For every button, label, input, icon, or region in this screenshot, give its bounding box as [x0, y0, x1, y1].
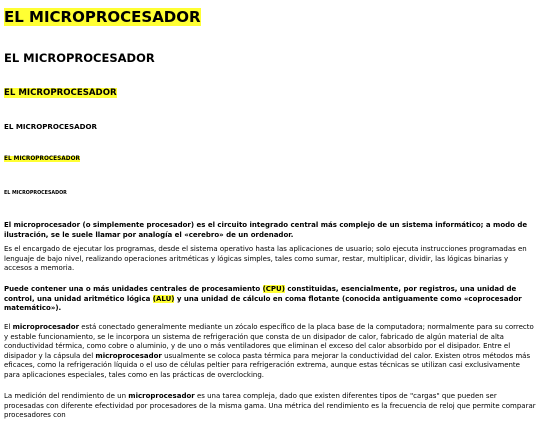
heading-1-text: EL MICROPROCESADOR [4, 8, 201, 26]
units-text-1: Puede contener una o más unidades centrales de procesamiento [4, 285, 263, 293]
performance-term: microprocesador [128, 392, 195, 400]
cooling-text-3: usualmente se coloca pasta térmica para mejorar la conductividad del calor. Existen otros métodos más eficaces, como la refrigeración líquida o el uso de células peltier para refrigeración extrema, aunque estas técnicas se utilizan casi exclusivamente para aplicaciones especiales, tales como en las prácticas de overclocking. [4, 351, 531, 379]
heading-3-text: EL MICROPROCESADOR [4, 88, 117, 98]
heading-1 [4, 8, 201, 27]
heading-6: EL MICROPROCESADOR [4, 191, 67, 196]
heading-2: EL MICROPROCESADOR [4, 51, 155, 65]
performance-text-2: es una tarea compleja, dado que existen diferentes tipos de "cargas" que pueden ser procesadas con diferente efectividad por procesadores de la misma gama. Una métrica del rendimiento es la frecuencia de reloj que permite comparar procesadores con [4, 392, 536, 420]
performance-text-1: La medición del rendimiento de un [4, 392, 129, 400]
role-paragraph: Es el encargado de ejecutar los programas, desde el sistema operativo hasta las aplicaciones de usuario; solo ejecuta instrucciones programadas en lenguaje de bajo nivel, realizando operaciones aritméticas y lógicas simples, tales como sumar, restar, multiplicar, dividir, las lógicas binarias y accesos a memoria. [4, 245, 527, 273]
intro-paragraph: El microprocesador (o simplemente procesador) es el circuito integrado central más complejo de un sistema informático; a modo de ilustración, se le suele llamar por analogía el «cerebro» de un ordenador. [4, 221, 528, 239]
performance-paragraph [4, 392, 536, 421]
alu-highlight: (ALU) [152, 294, 175, 303]
heading-3 [4, 88, 117, 99]
cpu-highlight: (CPU) [262, 285, 285, 293]
heading-5-text: EL MICROPROCESADOR [4, 156, 80, 162]
cooling-term-1: microprocesador [12, 323, 80, 331]
heading-4: EL MICROPROCESADOR [4, 122, 97, 131]
units-text-2: constituidas, esencialmente, por registros, una unidad de control, una unidad aritmético lógica [4, 285, 517, 303]
units-paragraph [4, 285, 536, 314]
units-text-3: y una unidad de cálculo en coma flotante (conocida antiguamente como «coprocesador matemático»). [4, 294, 522, 313]
cooling-term-2: microprocesador [95, 351, 162, 360]
cooling-text-2: está conectado generalmente mediante un zócalo específico de la placa base de la computadora; normalmente para su correcto y estable funcionamiento, se le incorpora un sistema de refrigeración que consta de un disipador de calor, fabricado de algún material de alta conductividad térmica, como cobre o aluminio, y de uno o más ventiladores que eliminan el exceso del calor absorbido por el disipador. Entre el disipador y la cápsula del [4, 323, 534, 360]
cooling-text-1: El [4, 323, 13, 331]
heading-5 [4, 156, 80, 163]
cooling-paragraph [4, 323, 536, 381]
